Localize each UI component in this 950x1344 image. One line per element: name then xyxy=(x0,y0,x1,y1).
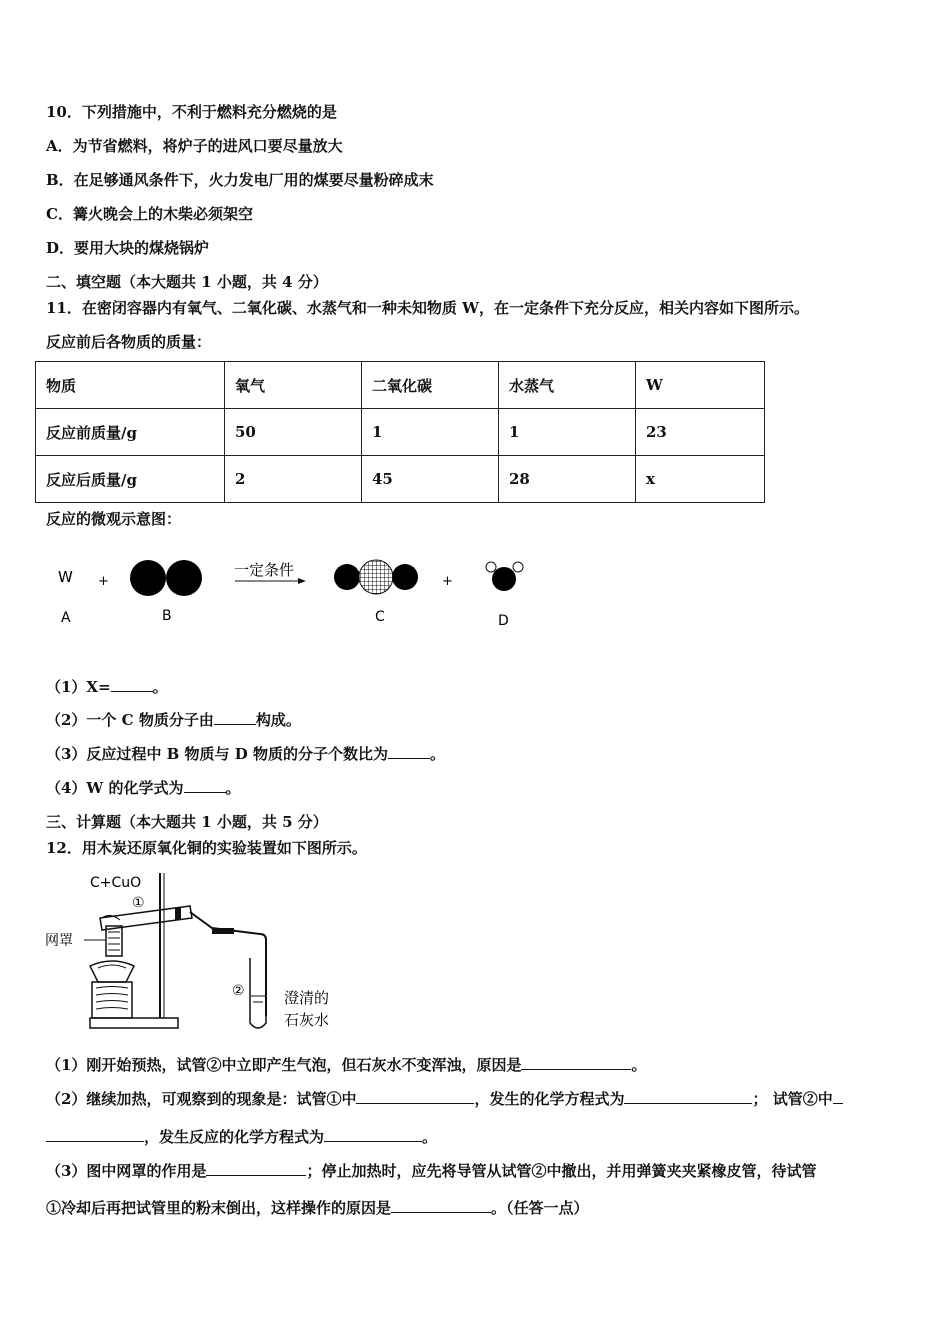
table-cell: 1 xyxy=(362,409,499,456)
q10-stem: 10．下列措施中，不利于燃料充分燃烧的是 xyxy=(46,103,337,121)
table-cell: 50 xyxy=(225,409,362,456)
q12-sub2-mid3: ，发生反应的化学方程式为 xyxy=(144,1128,325,1146)
answer-blank[interactable] xyxy=(184,778,226,793)
q11-sub2-end: 构成。 xyxy=(255,711,301,729)
answer-blank[interactable] xyxy=(324,1127,422,1142)
q12-sub2-mid1: ，发生的化学方程式为 xyxy=(474,1090,625,1108)
answer-blank[interactable] xyxy=(388,744,430,759)
reaction-diagram xyxy=(40,545,560,645)
q12-sub3-cont: ；停止加热时，应先将导管从试管②中撤出，并用弹簧夹夹紧橡皮管，待试管 xyxy=(306,1162,817,1180)
q12-sub2-mid2: ； 试管②中 xyxy=(752,1090,833,1108)
q12-sub2-end: 。 xyxy=(422,1128,438,1146)
q10-option-b: B．在足够通风条件下，火力发电厂用的煤要尽量粉碎成末 xyxy=(46,171,434,189)
answer-blank[interactable] xyxy=(356,1089,474,1104)
plus-sign: + xyxy=(98,574,109,589)
q11-sub4-end: 。 xyxy=(225,779,241,797)
section-fill-in-heading: 二、填空题（本大题共 1 小题，共 4 分） xyxy=(46,273,328,291)
q11-sub1-text: （1）X= xyxy=(46,678,111,696)
q12-sub2-line1 xyxy=(46,1089,843,1109)
carbon-dioxide-molecule xyxy=(334,560,418,594)
table-cell: 45 xyxy=(362,456,499,503)
table-header-cell: W xyxy=(636,362,765,409)
q12-stem: 12．用木炭还原氧化铜的实验装置如下图所示。 xyxy=(46,839,367,857)
q11-sub3-end: 。 xyxy=(430,745,446,763)
table-cell: 23 xyxy=(636,409,765,456)
table-header-cell: 二氧化碳 xyxy=(362,362,499,409)
table-row xyxy=(36,409,765,456)
answer-blank[interactable] xyxy=(391,1198,491,1213)
q12-sub3-text2: ①冷却后再把试管里的粉末倒出，这样操作的原因是 xyxy=(46,1199,392,1217)
test-tube-2 xyxy=(250,958,266,1028)
arrow-head-icon xyxy=(298,578,306,584)
mass-table xyxy=(35,361,765,503)
limewater-label-2: 石灰水 xyxy=(284,1011,330,1029)
tube1-label: ① xyxy=(132,895,145,911)
table-header-cell: 物质 xyxy=(36,362,225,409)
label-a: A xyxy=(61,610,71,626)
gauze-label: 网罩 xyxy=(45,933,73,949)
answer-blank[interactable] xyxy=(46,1127,144,1142)
q11-stem: 11．在密闭容器内有氧气、二氧化碳、水蒸气和一种未知物质 W，在一定条件下充分反应，相关内容如下图所示。 xyxy=(46,299,809,317)
q12-sub1 xyxy=(46,1055,646,1075)
q11-sub2-text: （2）一个 C 物质分子由 xyxy=(46,711,214,729)
table-cell: x xyxy=(636,456,765,503)
q11-sub4-text: （4）W 的化学式为 xyxy=(46,779,184,797)
q11-sub3 xyxy=(46,744,445,764)
table-header-row xyxy=(36,362,765,409)
table-cell: 反应前质量/g xyxy=(36,409,225,456)
answer-blank[interactable] xyxy=(206,1161,306,1176)
q11-diagram-caption: 反应的微观示意图： xyxy=(46,510,182,528)
q12-sub1-text: （1）刚开始预热，试管②中立即产生气泡，但石灰水不变浑浊，原因是 xyxy=(46,1056,522,1074)
q10-option-d: D．要用大块的煤烧锅炉 xyxy=(46,239,210,257)
q12-sub3-end: 。（任答一点） xyxy=(491,1199,589,1217)
q11-table-caption: 反应前后各物质的质量： xyxy=(46,333,212,351)
oxygen-molecule xyxy=(130,560,202,596)
reaction-condition: 一定条件 xyxy=(234,561,295,579)
section-calc-heading: 三、计算题（本大题共 1 小题，共 5 分） xyxy=(46,813,328,831)
label-d: D xyxy=(498,613,509,629)
reagent-label: C+CuO xyxy=(90,875,142,891)
q10-option-a: A．为节省燃料，将炉子的进风口要尽量放大 xyxy=(46,137,343,155)
answer-blank[interactable] xyxy=(833,1089,843,1104)
rubber-tube xyxy=(212,928,234,934)
q12-sub1-end: 。 xyxy=(631,1056,647,1074)
answer-blank[interactable] xyxy=(521,1055,631,1070)
table-cell: 28 xyxy=(499,456,636,503)
q12-sub3-line1 xyxy=(46,1161,816,1181)
q11-sub4 xyxy=(46,778,241,798)
answer-blank[interactable] xyxy=(214,710,256,725)
gauze-icon xyxy=(106,926,122,956)
q12-sub2-line2 xyxy=(46,1127,437,1147)
table-cell: 反应后质量/g xyxy=(36,456,225,503)
answer-blank[interactable] xyxy=(624,1089,752,1104)
apparatus-diagram xyxy=(40,868,360,1038)
table-cell: 2 xyxy=(225,456,362,503)
q11-sub1-end: 。 xyxy=(152,678,168,696)
table-header-cell: 水蒸气 xyxy=(499,362,636,409)
table-header-cell: 氧气 xyxy=(225,362,362,409)
q11-sub3-text: （3）反应过程中 B 物质与 D 物质的分子个数比为 xyxy=(46,745,389,763)
label-b: B xyxy=(162,608,172,624)
w-molecule-label: W xyxy=(58,568,73,586)
q12-sub3-line2 xyxy=(46,1198,589,1218)
answer-blank[interactable] xyxy=(111,677,153,692)
water-molecule xyxy=(486,562,523,591)
q11-sub1 xyxy=(46,677,168,697)
plus-sign: + xyxy=(442,574,453,589)
q12-sub3-text: （3）图中网罩的作用是 xyxy=(46,1162,207,1180)
alcohol-lamp-icon xyxy=(90,961,134,982)
table-cell: 1 xyxy=(499,409,636,456)
stand-base xyxy=(90,1018,178,1028)
q12-sub2-text: （2）继续加热，可观察到的现象是：试管①中 xyxy=(46,1090,357,1108)
q10-option-c: C．篝火晚会上的木柴必须架空 xyxy=(46,205,253,223)
label-c: C xyxy=(375,609,385,625)
table-row xyxy=(36,456,765,503)
tube2-label: ② xyxy=(232,983,245,999)
q11-sub2 xyxy=(46,710,301,730)
limewater-label-1: 澄清的 xyxy=(284,989,330,1007)
